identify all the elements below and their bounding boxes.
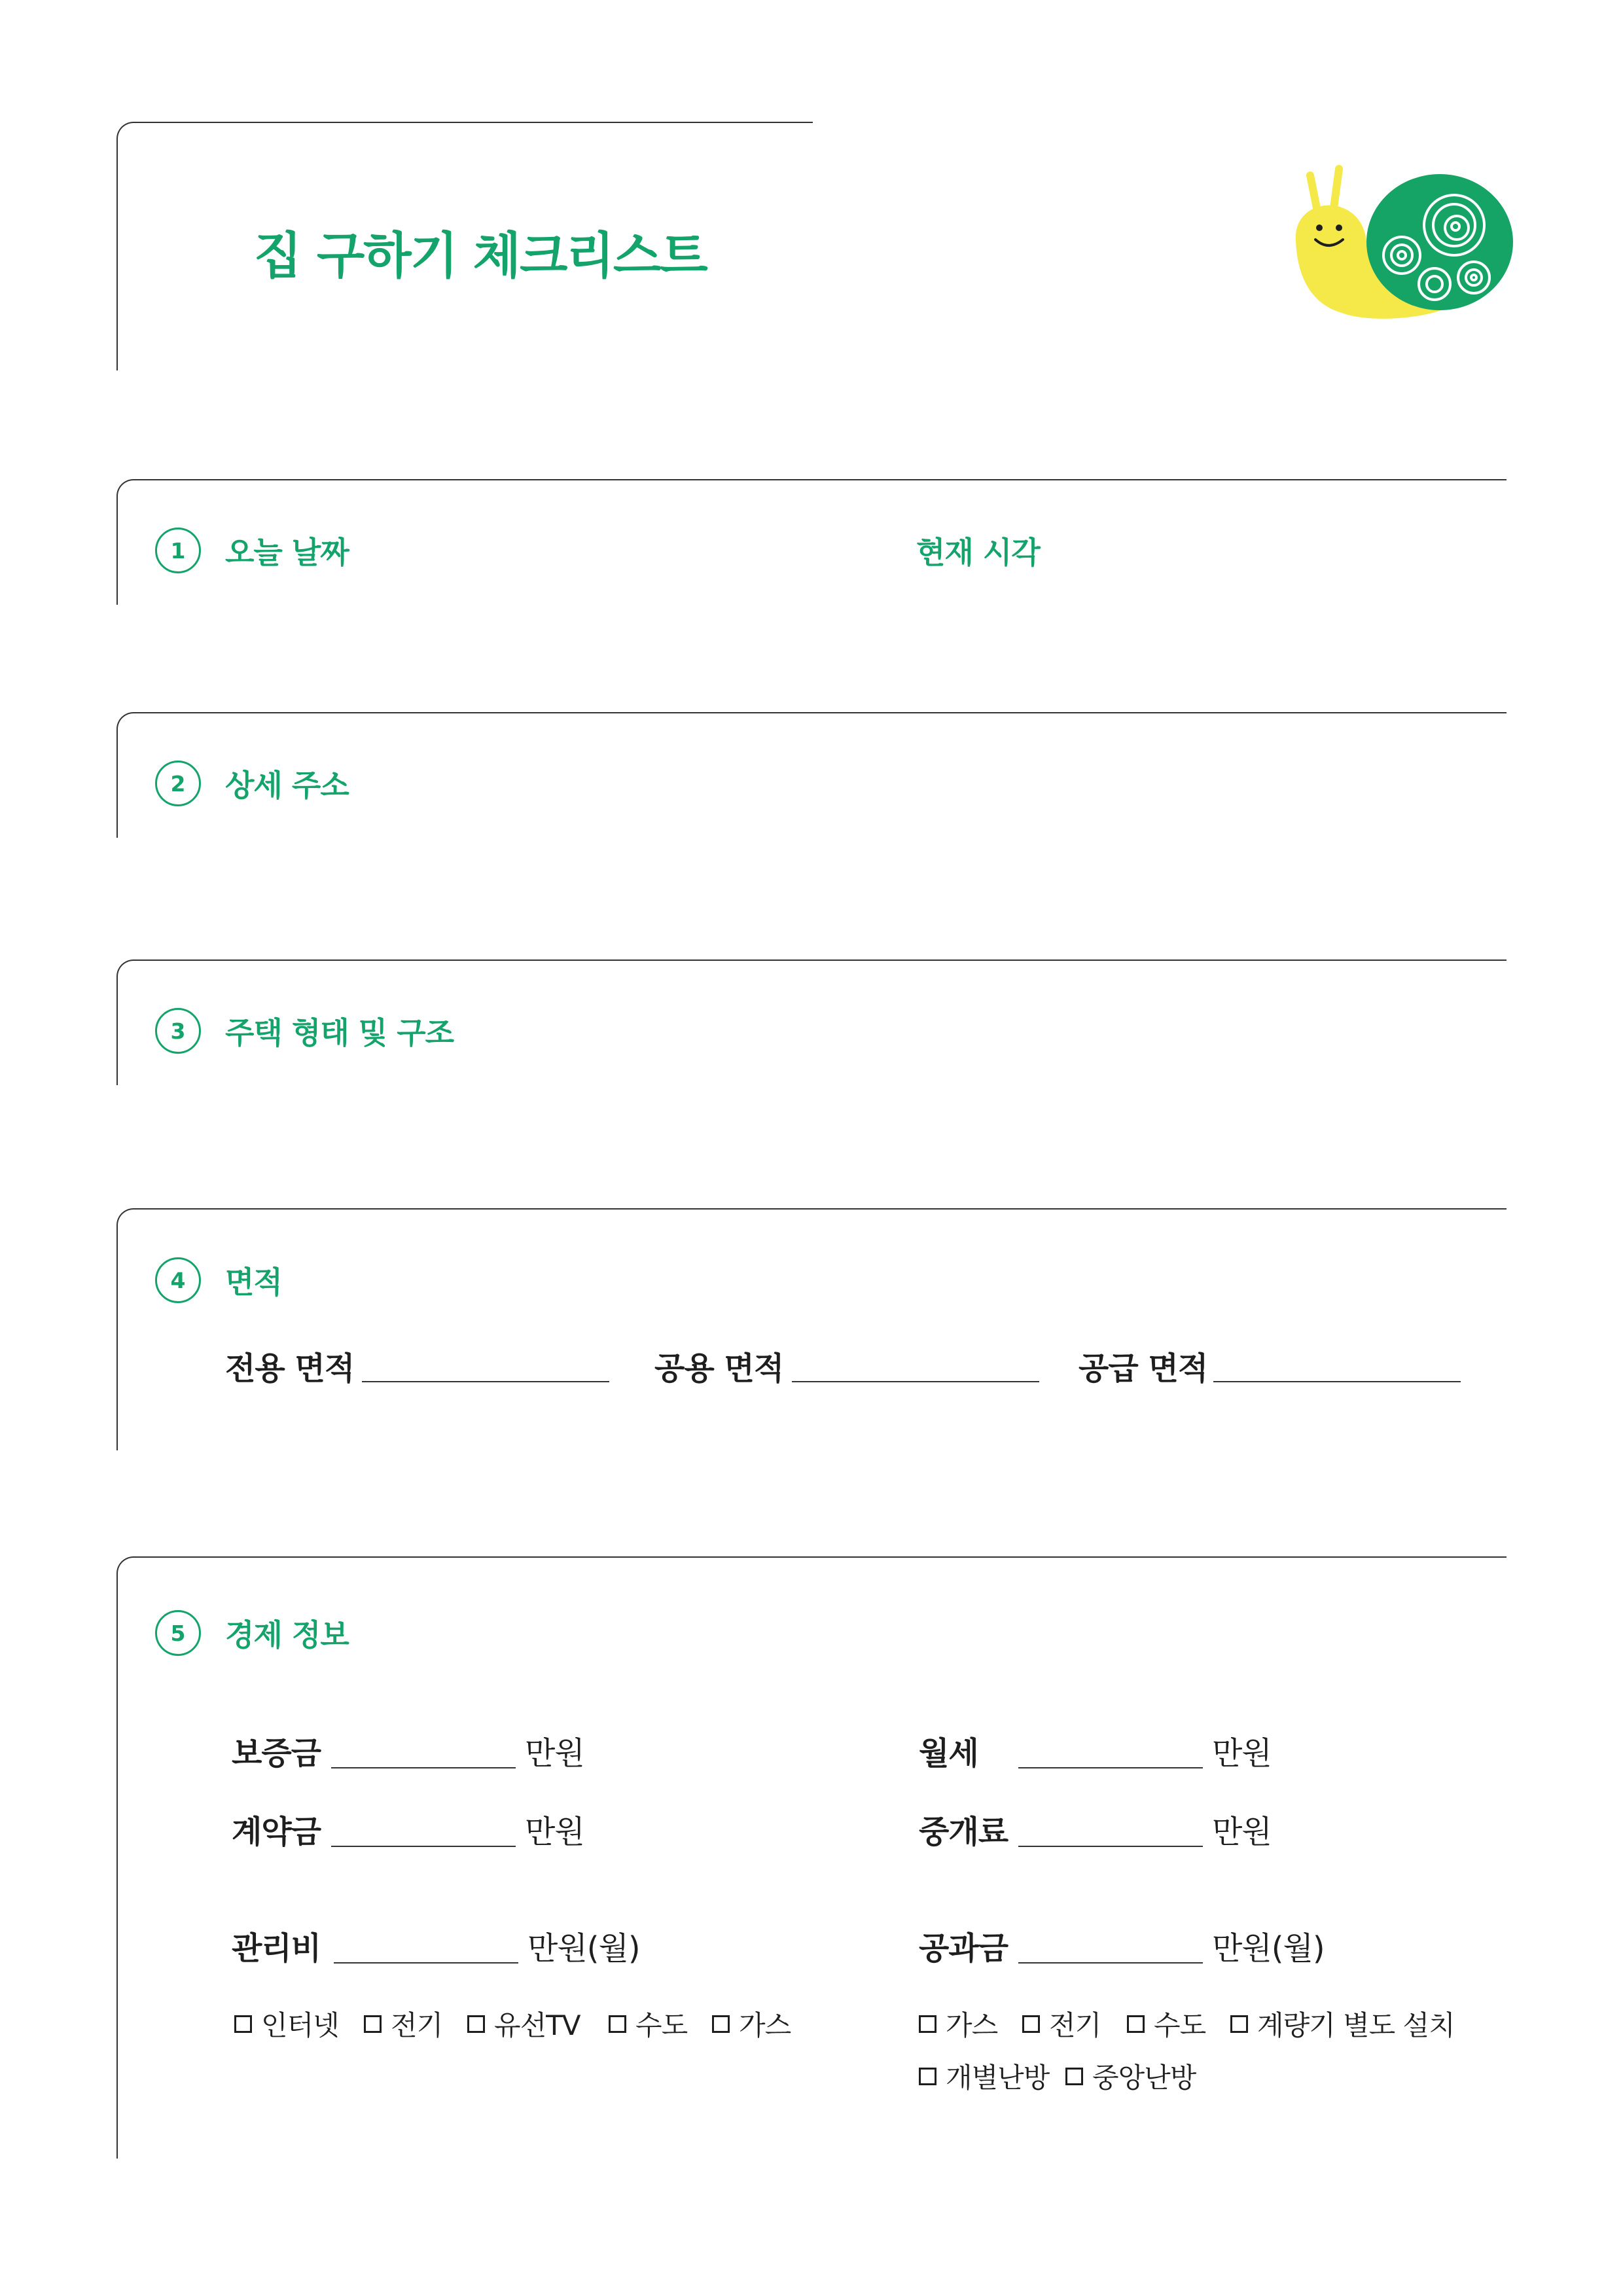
utility-option-gas[interactable] (919, 2004, 997, 2043)
checkbox-icon[interactable] (1127, 2015, 1145, 2033)
supply-area-label: 공급 면적 (1079, 1350, 1208, 1387)
section-title-date: 오늘 날짜 (225, 535, 349, 570)
common-area-input-line[interactable] (792, 1381, 1039, 1382)
option-label: 수도 (1154, 2009, 1206, 2041)
checkbox-icon[interactable] (467, 2015, 485, 2033)
checkbox-icon[interactable] (919, 2015, 936, 2033)
monthly-rent-input-line[interactable] (1018, 1767, 1203, 1768)
option-label: 전기 (1049, 2009, 1101, 2041)
utilities-label: 공과금 (919, 1930, 1008, 1967)
brokerage-fee-unit: 만원 (1212, 1814, 1272, 1850)
deposit-input-line[interactable] (331, 1767, 516, 1768)
monthly-rent-unit: 만원 (1212, 1735, 1272, 1772)
maintenance-fee-input-line[interactable] (334, 1962, 518, 1964)
down-payment-input-line[interactable] (331, 1846, 516, 1847)
option-label: 가스 (739, 2009, 791, 2041)
checkbox-icon[interactable] (364, 2015, 382, 2033)
maintenance-option-internet[interactable] (234, 2004, 339, 2043)
utilities-input-line[interactable] (1018, 1962, 1203, 1964)
option-label: 유선TV (494, 2009, 580, 2041)
section-title-finance: 경제 정보 (225, 1617, 349, 1653)
maintenance-option-electricity[interactable] (364, 2004, 442, 2043)
section-number-badge: 2 (155, 761, 201, 806)
maintenance-fee-label: 관리비 (232, 1930, 321, 1967)
section-title-housing-type: 주택 형태 및 구조 (225, 1015, 454, 1050)
option-label: 인터넷 (261, 2009, 339, 2041)
maintenance-option-cable-tv[interactable] (467, 2004, 580, 2043)
option-label: 가스 (946, 2009, 998, 2041)
checkbox-icon[interactable] (1230, 2015, 1248, 2033)
deposit-unit: 만원 (525, 1735, 584, 1772)
checkbox-icon[interactable] (1065, 2068, 1083, 2085)
utility-option-water[interactable] (1127, 2004, 1205, 2043)
down-payment-unit: 만원 (525, 1814, 584, 1850)
brokerage-fee-input-line[interactable] (1018, 1846, 1203, 1847)
section-title-time: 현재 시각 (916, 535, 1040, 570)
page-title: 집 구하기 체크리스트 (254, 226, 707, 285)
snail-icon (1283, 156, 1531, 332)
maintenance-option-gas[interactable] (712, 2004, 791, 2043)
checkbox-icon[interactable] (919, 2068, 936, 2085)
deposit-label: 보증금 (232, 1735, 321, 1772)
exclusive-area-label: 전용 면적 (225, 1350, 355, 1387)
common-area-label: 공용 면적 (654, 1350, 784, 1387)
section-number-badge: 1 (155, 528, 201, 573)
section-area-frame (116, 1208, 1507, 1450)
maintenance-fee-unit: 만원(월) (527, 1930, 640, 1967)
section-number-badge: 5 (155, 1610, 201, 1656)
option-label: 계량기 별도 설치 (1257, 2009, 1455, 2041)
maintenance-option-water[interactable] (609, 2004, 687, 2043)
brokerage-fee-label: 중개료 (919, 1814, 1008, 1850)
utility-option-individual-heating[interactable] (919, 2056, 1049, 2096)
utility-option-separate-meter[interactable] (1230, 2004, 1455, 2043)
down-payment-label: 계약금 (232, 1814, 321, 1850)
exclusive-area-input-line[interactable] (362, 1381, 609, 1382)
supply-area-input-line[interactable] (1213, 1381, 1461, 1382)
utility-option-central-heating[interactable] (1065, 2056, 1196, 2096)
checkbox-icon[interactable] (712, 2015, 730, 2033)
utilities-unit: 만원(월) (1212, 1930, 1325, 1967)
option-label: 전기 (391, 2009, 443, 2041)
section-title-area: 면적 (225, 1265, 282, 1300)
section-number-badge: 3 (155, 1008, 201, 1054)
monthly-rent-label: 월세 (919, 1735, 978, 1772)
section-title-address: 상세 주소 (225, 768, 349, 803)
section-number-badge: 4 (155, 1257, 201, 1303)
checkbox-icon[interactable] (609, 2015, 626, 2033)
option-label: 중앙난방 (1092, 2062, 1196, 2094)
utility-option-electricity[interactable] (1022, 2004, 1101, 2043)
checkbox-icon[interactable] (1022, 2015, 1040, 2033)
checkbox-icon[interactable] (234, 2015, 252, 2033)
option-label: 수도 (635, 2009, 688, 2041)
option-label: 개별난방 (946, 2062, 1050, 2094)
